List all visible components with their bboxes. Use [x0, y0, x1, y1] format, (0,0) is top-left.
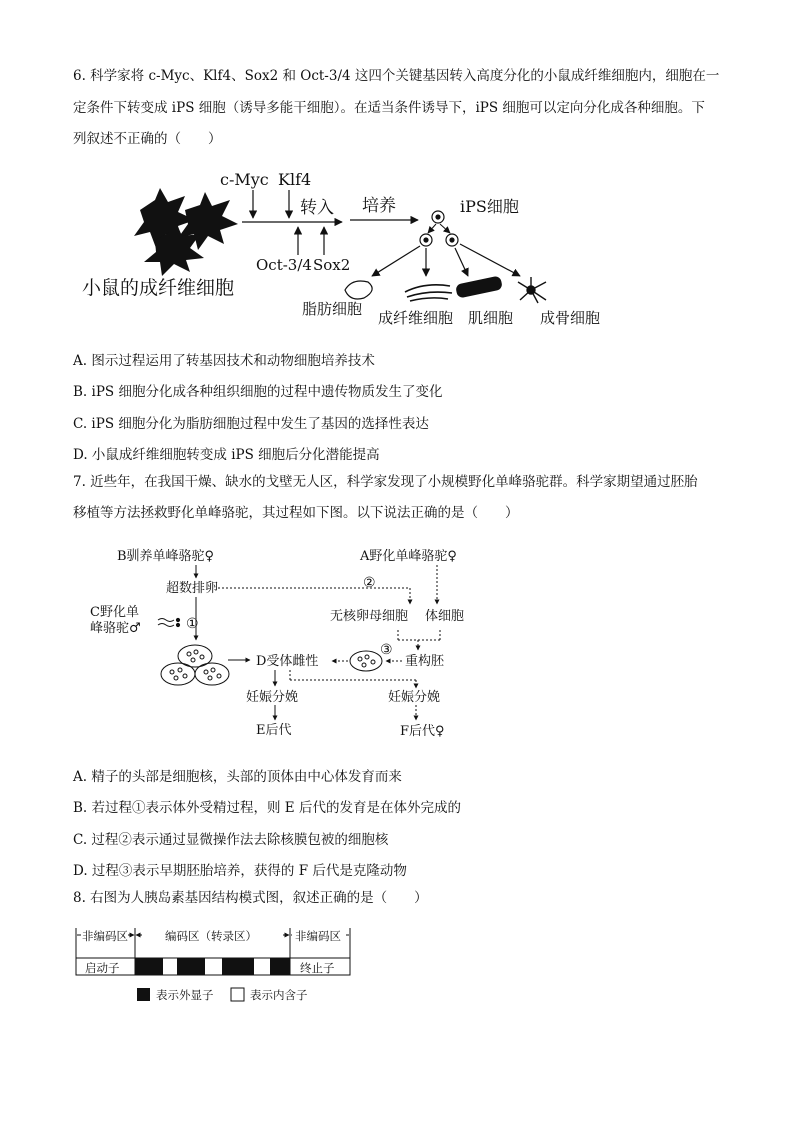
muscle-cell-label: 肌细胞 [468, 309, 514, 327]
e-offspring-label: E后代 [256, 723, 292, 738]
culture-label: 培养 [362, 196, 396, 216]
transfer-label: 转入 [300, 198, 334, 218]
gene-cmyc-label: c-Myc [220, 170, 269, 189]
d-receptor-label: D受体雌性 [256, 654, 319, 669]
enucleated-label: 无核卵母细胞 [330, 609, 409, 624]
f-offspring-label: F后代♀ [400, 724, 445, 739]
superovulation-label: 超数排卵 [166, 581, 219, 596]
pregnancy-label-2: 妊娠分娩 [388, 690, 441, 705]
q8-stem: 8. 右图为人胰岛素基因结构模式图，叙述正确的是（ ） [73, 890, 428, 906]
q6-option-d: D. 小鼠成纤维细胞转变成 iPS 细胞后分化潜能提高 [73, 447, 380, 463]
q7-option-a: A. 精子的头部是细胞核，头部的顶体由中心体发育而来 [73, 769, 402, 785]
legend-intron-label: 表示内含子 [250, 988, 308, 1002]
reconstructed-label: 重构胚 [405, 654, 445, 669]
step1-label: ① [186, 616, 199, 632]
q7-diagram [0, 540, 794, 745]
ips-label: iPS细胞 [460, 197, 519, 216]
fat-cell-label: 脂肪细胞 [302, 300, 363, 318]
fibroblast-cells-icon [134, 188, 238, 276]
a-camel-label: A野化单峰骆驼♀ [360, 549, 457, 564]
fibro-cell-label: 成纤维细胞 [378, 309, 454, 327]
q6-option-b: B. iPS 细胞分化成各种组织细胞的过程中遗传物质发生了变化 [73, 384, 443, 400]
reconstructed-embryo-icon [350, 651, 382, 671]
q6-diagram [0, 160, 794, 335]
q6-stem-line-1: 6. 科学家将 c-Myc、Klf4、Sox2 和 Oct-3/4 这四个关键基因转入高度分化的小鼠成纤维细胞内，细胞在一 [73, 68, 720, 84]
pregnancy-label-1: 妊娠分娩 [246, 690, 299, 705]
gene-sox2-label: Sox2 [313, 256, 351, 274]
q6-stem-line-2: 定条件下转变成 iPS 细胞（诱导多能干细胞）。在适当条件诱导下，iPS 细胞可以定向分化成各种细胞。下 [73, 100, 705, 116]
somatic-label: 体细胞 [425, 609, 465, 624]
step3-label: ③ [380, 642, 393, 658]
noncoding-left-label: 非编码区 [82, 929, 128, 943]
gene-oct-label: Oct-3/4 [256, 256, 312, 274]
step2-label: ② [363, 575, 376, 591]
embryo-cluster-icon [161, 645, 229, 685]
coding-label: 编码区（转录区） [165, 929, 257, 943]
q6-option-c: C. iPS 细胞分化为脂肪细胞过程中发生了基因的选择性表达 [73, 416, 429, 432]
legend-intron-swatch [231, 988, 244, 1001]
sperm-icon [158, 618, 180, 626]
bone-cell-label: 成骨细胞 [540, 309, 601, 327]
c-camel-label-2: 峰骆驼♂ [90, 621, 141, 636]
q6-stem-line-3: 列叙述不正确的（ ） [73, 131, 222, 147]
bone-cell-icon [518, 277, 546, 303]
b-camel-label: B驯养单峰骆驼♀ [117, 549, 215, 564]
noncoding-right-label: 非编码区 [295, 929, 341, 943]
promoter-label: 启动子 [85, 961, 120, 975]
q7-stem-line-1: 7. 近些年，在我国干燥、缺水的戈壁无人区，科学家发现了小规模野化单峰骆驼群。科学家期望通过胚胎 [73, 474, 698, 490]
source-cell-label: 小鼠的成纤维细胞 [82, 277, 235, 299]
ips-cells-icon [420, 211, 458, 246]
q8-gene-diagram [0, 920, 794, 1010]
terminator-label: 终止子 [300, 961, 335, 975]
q7-option-d: D. 过程③表示早期胚胎培养，获得的 F 后代是克隆动物 [73, 863, 407, 879]
q7-option-c: C. 过程②表示通过显微操作法去除核膜包被的细胞核 [73, 832, 389, 848]
exon-blocks [135, 958, 290, 975]
muscle-cell-icon [455, 275, 503, 298]
q7-stem-line-2: 移植等方法拯救野化单峰骆驼，其过程如下图。以下说法正确的是（ ） [73, 505, 519, 521]
c-camel-label-1: C野化单 [90, 605, 139, 620]
fibroblast-cell-icon [405, 285, 452, 301]
q6-option-a: A. 图示过程运用了转基因技术和动物细胞培养技术 [73, 353, 375, 369]
fat-cell-icon [345, 281, 372, 299]
legend-exon-swatch [137, 988, 150, 1001]
legend-exon-label: 表示外显子 [156, 988, 214, 1002]
q7-option-b: B. 若过程①表示体外受精过程，则 E 后代的发育是在体外完成的 [73, 800, 461, 816]
gene-klf4-label: Klf4 [278, 170, 312, 189]
